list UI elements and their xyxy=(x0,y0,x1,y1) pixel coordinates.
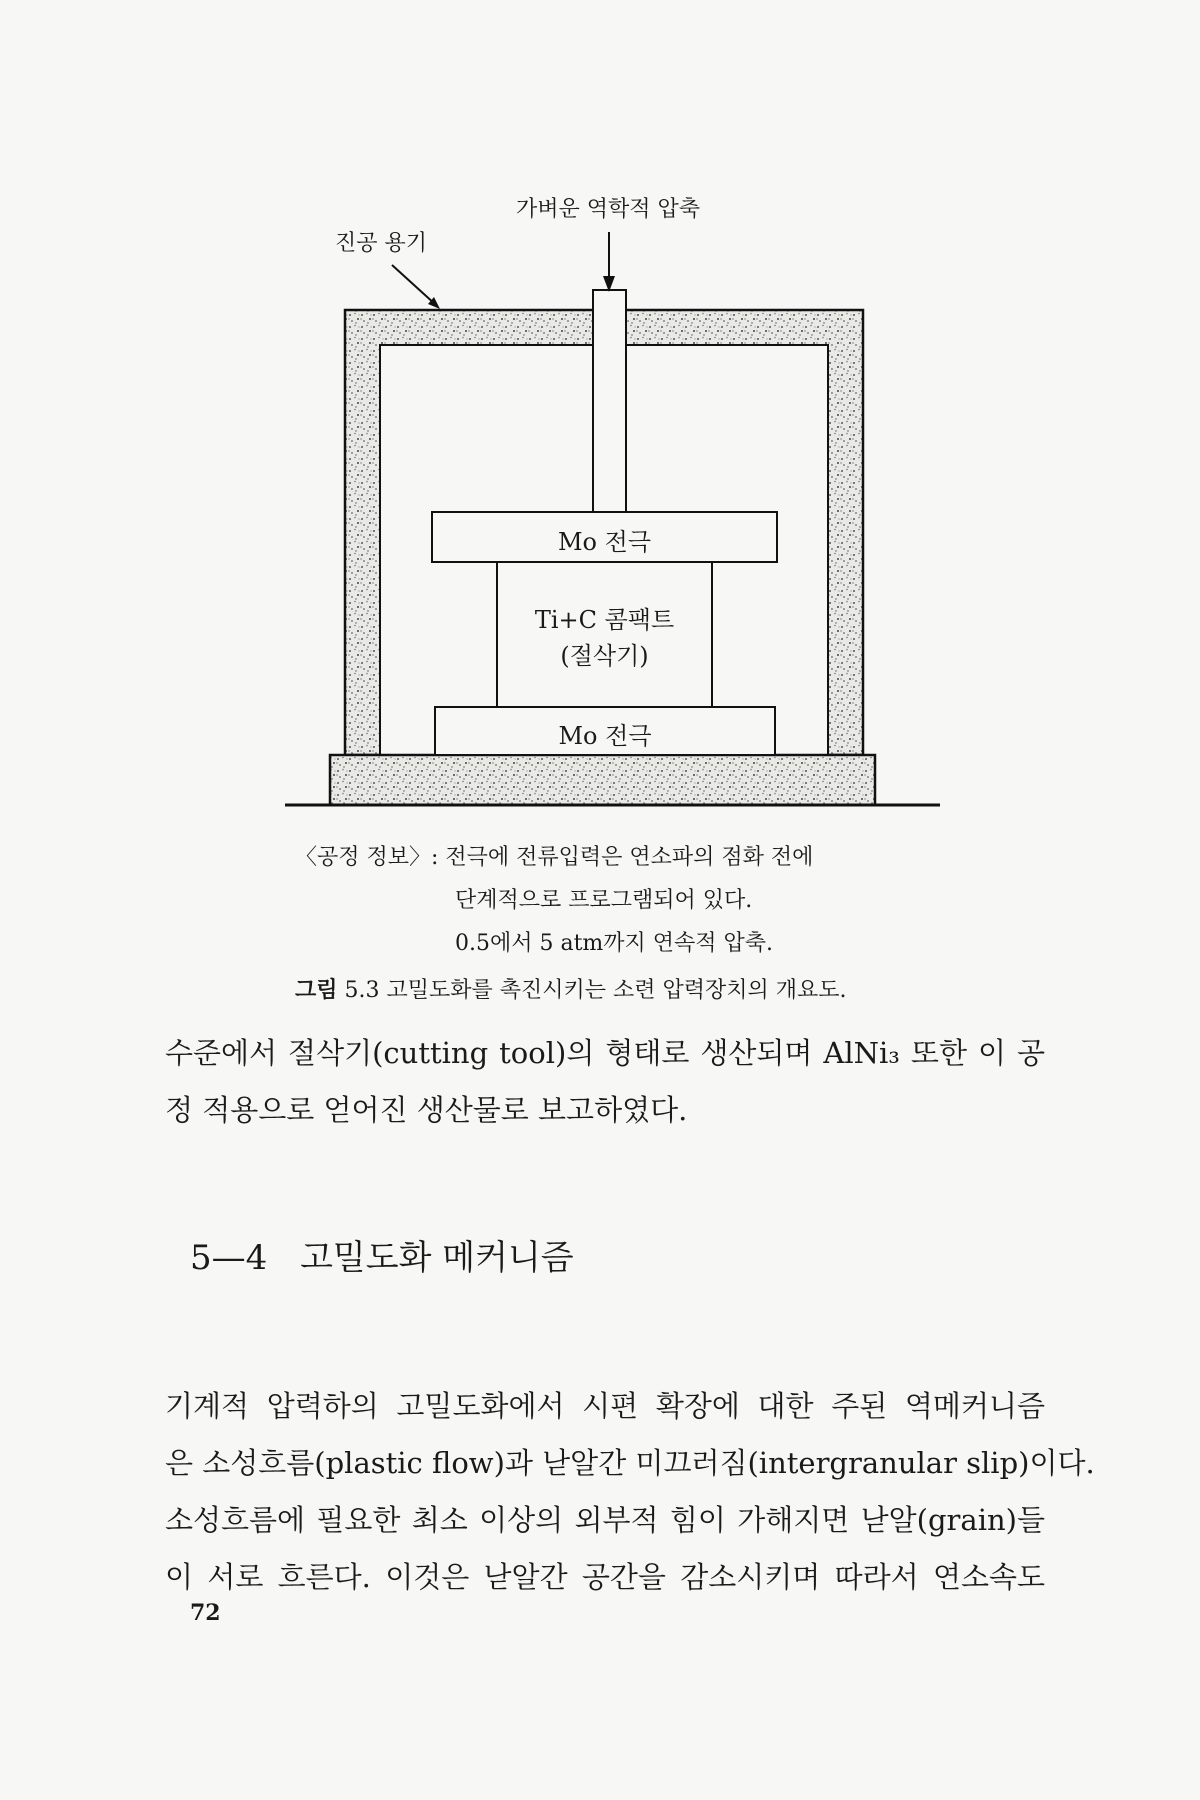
section-title: 고밀도화 메커니즘 xyxy=(300,1238,574,1278)
figure-caption xyxy=(295,973,847,1004)
compact-sublabel: (절삭기) xyxy=(560,642,649,670)
mo-electrode-bottom-label: Mo 전극 xyxy=(558,722,652,750)
process-info-line: 〈공정 정보〉: 전극에 전류입력은 연소파의 점화 전에 xyxy=(295,845,814,870)
page-number: 72 xyxy=(190,1600,221,1626)
paragraph xyxy=(165,1025,1045,1139)
apparatus-diagram xyxy=(0,0,1200,820)
process-info-line: 단계적으로 프로그램되어 있다. xyxy=(455,888,753,913)
section-heading xyxy=(190,1230,574,1279)
figure-caption-text: 고밀도화를 촉진시키는 소련 압력장치의 개요도. xyxy=(386,978,847,1003)
chamber-pointer-line xyxy=(392,265,436,305)
vacuum-chamber-label: 진공 용기 xyxy=(335,231,428,256)
text-line: 정 적용으로 얻어진 생산물로 보고하였다. xyxy=(165,1093,688,1127)
paragraph xyxy=(165,1378,1095,1606)
chamber-base xyxy=(330,755,875,805)
figure-tag: 그림 xyxy=(295,978,338,1003)
process-info-line: 0.5에서 5 atm까지 연속적 압축. xyxy=(455,931,774,956)
text-line: 이 서로 흐른다. 이것은 낟알간 공간을 감소시키며 따라서 연소속도 xyxy=(165,1560,1045,1594)
figure-number: 5.3 xyxy=(344,978,380,1003)
text-line: 기계적 압력하의 고밀도화에서 시편 확장에 대한 주된 역메커니즘 xyxy=(165,1389,1045,1423)
text-line: 수준에서 절삭기(cutting tool)의 형태로 생산되며 AlNi₃ 또한 이 공 xyxy=(165,1036,1045,1070)
compact-label: Ti+C 콤팩트 xyxy=(534,606,675,634)
pressure-apparatus-figure xyxy=(0,0,1200,820)
light-compression-label: 가벼운 역학적 압축 xyxy=(516,197,701,222)
compression-plunger xyxy=(593,290,626,512)
section-number: 5—4 xyxy=(190,1238,268,1278)
text-line: 소성흐름에 필요한 최소 이상의 외부적 힘이 가해지면 낟알(grain)들 xyxy=(165,1503,1045,1537)
mo-electrode-top-label: Mo 전극 xyxy=(557,528,652,556)
text-line: 은 소성흐름(plastic flow)과 낟알간 미끄러짐(intergranular slip)이다. xyxy=(165,1446,1095,1480)
